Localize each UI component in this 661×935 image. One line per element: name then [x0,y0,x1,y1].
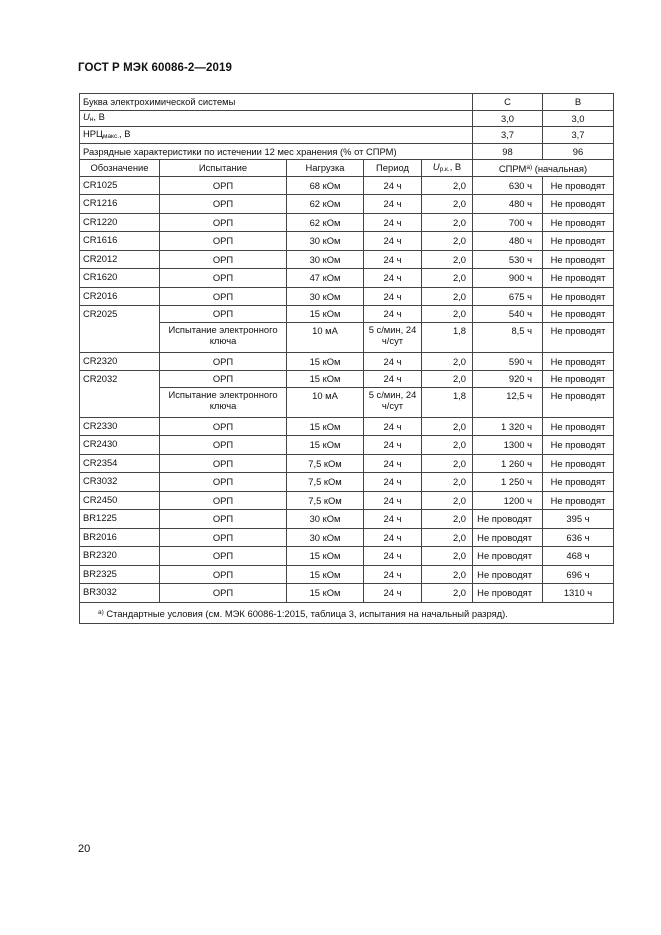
cell-sprm-b: Не проводят [543,250,614,269]
cell-load: 7,5 кОм [287,454,364,473]
cell-sprm-b: Не проводят [543,436,614,455]
cell-sprm-b: 395 ч [543,510,614,529]
cell-load: 15 кОм [287,584,364,603]
cell-sprm-c: 540 ч [473,306,543,323]
cell-test: ОРП [160,269,287,288]
table-row [80,287,614,306]
cell-sprm-b: Не проводят [543,352,614,371]
cell-load: 30 кОм [287,250,364,269]
column-header-row [80,160,614,177]
cell-load: 15 кОм [287,547,364,566]
cell-sprm-c: 12,5 ч [473,387,543,417]
discharge-c: 98 [473,143,543,160]
cell-load: 68 кОм [287,176,364,195]
cell-test: ОРП [160,306,287,323]
cell-test: ОРП [160,547,287,566]
cell-sprm-c: 8,5 ч [473,322,543,352]
cell-load: 30 кОм [287,287,364,306]
cell-voltage: 1,8 [422,387,473,417]
cell-voltage: 1,8 [422,322,473,352]
cell-test: ОРП [160,176,287,195]
cell-voltage: 2,0 [422,510,473,529]
cell-period: 24 ч [364,195,422,214]
cell-voltage: 2,0 [422,565,473,584]
table-row [80,387,614,417]
battery-spec-table [79,93,614,624]
nominal-voltage-label: $U_н$, В [80,110,473,127]
cell-sprm-c: 480 ч [473,232,543,251]
cell-voltage: 2,0 [422,269,473,288]
cell-voltage: 2,0 [422,454,473,473]
cell-sprm-b: Не проводят [543,491,614,510]
cell-period: 24 ч [364,454,422,473]
cell-test: ОРП [160,195,287,214]
cell-sprm-c: 675 ч [473,287,543,306]
cell-sprm-c: Не проводят [473,510,543,529]
cell-sprm-b: Не проводят [543,287,614,306]
cell-designation: BR2320 [80,547,160,566]
cell-voltage: 2,0 [422,491,473,510]
cell-load: 10 мА [287,387,364,417]
cell-test: ОРП [160,417,287,436]
footnote-mark: a) [98,608,104,616]
table-row [80,176,614,195]
cell-test: ОРП [160,352,287,371]
cell-voltage: 2,0 [422,547,473,566]
cell-load: 47 кОм [287,269,364,288]
cell-period: 24 ч [364,176,422,195]
cell-test: ОРП [160,232,287,251]
table-row [80,371,614,388]
cell-test: ОРП [160,491,287,510]
cell-test: ОРП [160,213,287,232]
cell-load: 15 кОм [287,306,364,323]
discharge-row [80,143,614,160]
table-row [80,528,614,547]
cell-designation: CR1216 [80,195,160,214]
cell-test: ОРП [160,371,287,388]
col-header-designation: Обозначение [80,160,160,177]
cell-test: ОРП [160,436,287,455]
cell-sprm-c: 630 ч [473,176,543,195]
col-header-test: Испытание [160,160,287,177]
cell-sprm-c: 1300 ч [473,436,543,455]
cell-voltage: 2,0 [422,287,473,306]
table-row [80,306,614,323]
cell-load: 7,5 кОм [287,491,364,510]
cell-period: 24 ч [364,287,422,306]
cell-designation: BR2325 [80,565,160,584]
cell-voltage: 2,0 [422,250,473,269]
cell-designation: CR2330 [80,417,160,436]
cell-voltage: 2,0 [422,306,473,323]
cell-load: 15 кОм [287,436,364,455]
cell-voltage: 2,0 [422,417,473,436]
cell-designation: CR1616 [80,232,160,251]
table-row [80,269,614,288]
cell-designation: BR1225 [80,510,160,529]
max-ocv-b: 3,7 [543,127,614,144]
cell-voltage: 2,0 [422,528,473,547]
cell-period: 24 ч [364,352,422,371]
cell-test: ОРП [160,287,287,306]
nominal-voltage-c: 3,0 [473,110,543,127]
cell-voltage: 2,0 [422,195,473,214]
cell-period: 24 ч [364,584,422,603]
cell-period: 24 ч [364,473,422,492]
cell-load: 15 кОм [287,565,364,584]
cell-sprm-c: 1 260 ч [473,454,543,473]
cell-period: 5 с/мин, 24 ч/сут [364,387,422,417]
cell-voltage: 2,0 [422,473,473,492]
cell-load: 15 кОм [287,417,364,436]
cell-sprm-b: Не проводят [543,473,614,492]
table-row [80,510,614,529]
cell-sprm-c: 590 ч [473,352,543,371]
table-row [80,232,614,251]
cell-sprm-b: Не проводят [543,322,614,352]
cell-voltage: 2,0 [422,352,473,371]
cell-designation: CR2430 [80,436,160,455]
cell-test: ОРП [160,584,287,603]
cell-sprm-c: Не проводят [473,547,543,566]
table-row [80,584,614,603]
cell-period: 24 ч [364,417,422,436]
table-row [80,436,614,455]
cell-designation: CR2025 [80,306,160,353]
cell-load: 15 кОм [287,371,364,388]
cell-test: ОРП [160,250,287,269]
cell-period: 24 ч [364,232,422,251]
cell-designation: CR1220 [80,213,160,232]
cell-sprm-b: Не проводят [543,371,614,388]
cell-voltage: 2,0 [422,176,473,195]
cell-sprm-b: Не проводят [543,213,614,232]
cell-designation: CR3032 [80,473,160,492]
cell-test: ОРП [160,565,287,584]
cell-sprm-b: Не проводят [543,269,614,288]
cell-sprm-c: 1 250 ч [473,473,543,492]
cell-period: 24 ч [364,371,422,388]
cell-voltage: 2,0 [422,436,473,455]
cell-period: 24 ч [364,565,422,584]
cell-load: 10 мА [287,322,364,352]
cell-sprm-b: Не проводят [543,232,614,251]
cell-voltage: 2,0 [422,371,473,388]
cell-test: ОРП [160,528,287,547]
table-row [80,322,614,352]
max-ocv-row [80,127,614,144]
cell-load: 15 кОм [287,352,364,371]
cell-load: 7,5 кОм [287,473,364,492]
cell-designation: CR2032 [80,371,160,418]
cell-sprm-b: Не проводят [543,195,614,214]
cell-sprm-c: 1 320 ч [473,417,543,436]
cell-designation: CR2016 [80,287,160,306]
cell-sprm-c: 700 ч [473,213,543,232]
cell-load: 30 кОм [287,510,364,529]
cell-sprm-b: 636 ч [543,528,614,547]
max-ocv-label: $НРЦ_{макс.}$, В [80,127,473,144]
cell-designation: CR2320 [80,352,160,371]
cell-sprm-b: Не проводят [543,306,614,323]
table-row [80,491,614,510]
cell-test: ОРП [160,473,287,492]
cell-sprm-c: Не проводят [473,565,543,584]
max-ocv-c: 3,7 [473,127,543,144]
cell-load: 62 кОм [287,195,364,214]
table-row [80,417,614,436]
cell-period: 24 ч [364,528,422,547]
cell-sprm-b: 468 ч [543,547,614,566]
table-row [80,352,614,371]
cell-voltage: 2,0 [422,584,473,603]
footnote-row [80,602,614,623]
cell-sprm-b: Не проводят [543,176,614,195]
document-header: ГОСТ Р МЭК 60086-2—2019 [78,62,232,74]
cell-sprm-b: Не проводят [543,387,614,417]
footnote-text: Стандартные условия (см. МЭК 60086-1:2015, таблица 3, испытания на начальный разряд). [103,607,508,619]
cell-designation: BR3032 [80,584,160,603]
cell-sprm-b: Не проводят [543,454,614,473]
table-row [80,547,614,566]
table-row [80,250,614,269]
cell-period: 24 ч [364,269,422,288]
system-letter-row [80,94,614,111]
footnote [80,602,614,623]
cell-period: 24 ч [364,547,422,566]
cell-period: 5 с/мин, 24 ч/сут [364,322,422,352]
cell-sprm-b: 1310 ч [543,584,614,603]
col-header-load: Нагрузка [287,160,364,177]
page-number: 20 [78,843,91,855]
cell-designation: CR1620 [80,269,160,288]
cell-designation: CR1025 [80,176,160,195]
col-header-voltage: $U_{р.к.}$, В [422,160,473,177]
col-header-sprm: СПРМ$^{a)}$ (начальная) [473,160,614,177]
cell-period: 24 ч [364,306,422,323]
cell-voltage: 2,0 [422,213,473,232]
cell-period: 24 ч [364,213,422,232]
cell-sprm-c: 900 ч [473,269,543,288]
table-row [80,213,614,232]
cell-test: Испытание электронного ключа [160,387,287,417]
cell-sprm-c: 920 ч [473,371,543,388]
table-row [80,565,614,584]
table-row [80,473,614,492]
cell-period: 24 ч [364,250,422,269]
cell-sprm-c: Не проводят [473,528,543,547]
cell-sprm-b: 696 ч [543,565,614,584]
table-row [80,195,614,214]
cell-designation: CR2354 [80,454,160,473]
cell-designation: CR2012 [80,250,160,269]
cell-period: 24 ч [364,436,422,455]
cell-sprm-c: 530 ч [473,250,543,269]
cell-test: ОРП [160,510,287,529]
cell-designation: BR2016 [80,528,160,547]
discharge-b: 96 [543,143,614,160]
nominal-voltage-b: 3,0 [543,110,614,127]
cell-period: 24 ч [364,491,422,510]
system-letter-b: B [543,94,614,111]
cell-load: 62 кОм [287,213,364,232]
cell-sprm-c: 480 ч [473,195,543,214]
cell-sprm-b: Не проводят [543,417,614,436]
cell-load: 30 кОм [287,232,364,251]
cell-sprm-c: 1200 ч [473,491,543,510]
col-header-period: Период [364,160,422,177]
cell-period: 24 ч [364,510,422,529]
cell-voltage: 2,0 [422,232,473,251]
system-letter-c: C [473,94,543,111]
nominal-voltage-row [80,110,614,127]
system-letter-label: Буква электрохимической системы [80,94,473,111]
cell-test: ОРП [160,454,287,473]
cell-sprm-c: Не проводят [473,584,543,603]
cell-test: Испытание электронного ключа [160,322,287,352]
discharge-label: Разрядные характеристики по истечении 12 мес хранения (% от СПРМ) [80,143,473,160]
cell-load: 30 кОм [287,528,364,547]
table-row [80,454,614,473]
cell-designation: CR2450 [80,491,160,510]
